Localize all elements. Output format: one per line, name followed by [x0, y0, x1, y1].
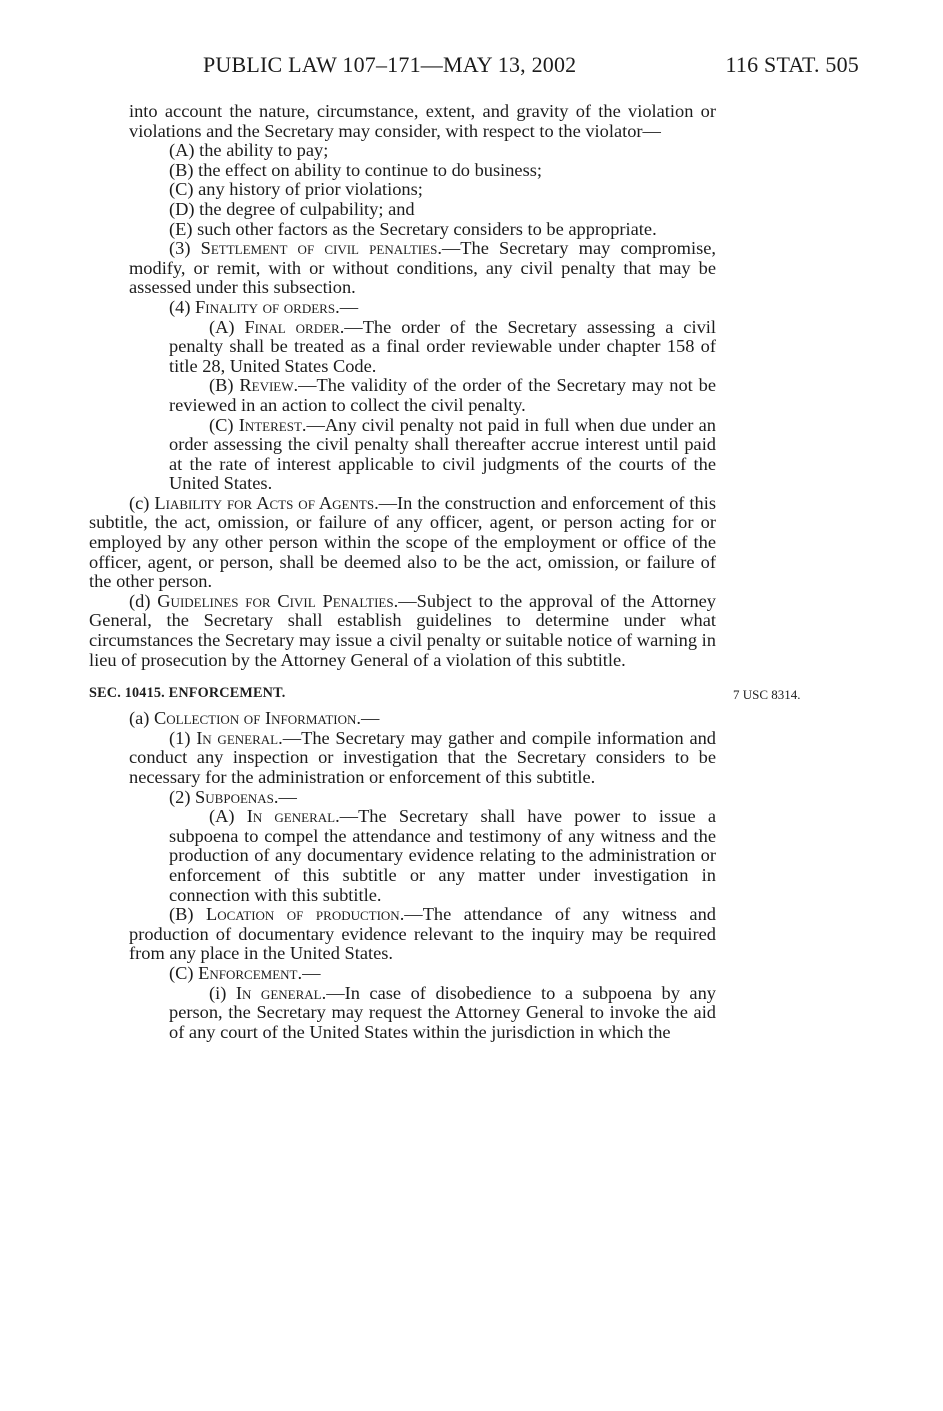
factor-b: (B) the effect on ability to continue to do business;: [169, 159, 543, 180]
paragraph-a2a-general: (A) In general.—The Secretary shall have power to issue a subpoena to compel the attendance and testimony of any witness and the production of any documentary evidence relating to the administration or enforcement of this subtitle or any matter under investigation in connection with this subtitle.: [169, 806, 716, 905]
factor-d: (D) the degree of culpability; and: [169, 198, 415, 219]
paragraph-heading: Interest: [238, 414, 302, 435]
paragraph-a2c-enforcement: (C) Enforcement.—: [169, 962, 321, 983]
paragraph-heading: Subpoenas: [195, 786, 274, 807]
subsection-heading: Liability for Acts of Agents: [154, 492, 375, 513]
paragraph-a1-general: (1) In general.—The Secretary may gather and compile information and conduct any inspection or investigation that the Secretary considers to be necessary for the administration or enforcement of this subtitle.: [129, 727, 716, 787]
paragraph-heading: Final order: [244, 316, 340, 337]
statute-page-number: 116 STAT. 505: [725, 52, 859, 77]
usc-margin-note: 7 USC 8314.: [733, 687, 801, 703]
subsection-a-collection: (a) Collection of Information.—: [129, 708, 380, 729]
paragraph-heading: In general: [196, 727, 279, 748]
subsection-heading: Guidelines for Civil Penalties: [157, 590, 394, 611]
paragraph-a2b-location: (B) Location of production.—The attendance of any witness and production of documentary evidence relevant to the inquiry may be required from any place in the United States.: [129, 904, 716, 964]
factor-c: (C) any history of prior violations;: [169, 179, 423, 200]
paragraph-heading: In general: [246, 806, 336, 827]
section-title: SEC. 10415. ENFORCEMENT.: [89, 685, 286, 702]
paragraph-4a-final-order: (A) Final order.—The order of the Secretary assessing a civil penalty shall be treated as a final order reviewable under chapter 158 of title 28, United States Code.: [169, 316, 716, 376]
section-heading-row: [89, 684, 801, 703]
running-header: [203, 52, 859, 82]
subsection-c-liability: (c) Liability for Acts of Agents.—In the construction and enforcement of this subtitle, the act, omission, or failure of any officer, agent, or person acting for or employed by any other person within the scope of the employment or office of the officer, agent, or person, shall be deemed also to be the act, omission, or failure of the other person.: [89, 492, 716, 592]
subsection-d-guidelines: (d) Guidelines for Civil Penalties.—Subject to the approval of the Attorney General, the Secretary shall establish guidelines to determine under what circumstances the Secretary may issue a civil penalty or suitable notice of warning in lieu of prosecution by the Attorney General of a violation of this subtitle.: [89, 590, 716, 670]
paragraph-heading: Review: [239, 375, 294, 396]
public-law-heading: PUBLIC LAW 107–171—MAY 13, 2002: [203, 52, 577, 77]
intro-paragraph: into account the nature, circumstance, extent, and gravity of the violation or violations and the Secretary may consider, with respect to the violator—: [129, 101, 716, 141]
paragraph-heading: Settlement of civil penalties: [200, 238, 438, 259]
paragraph-4-finality: (4) Finality of orders.—: [169, 296, 359, 317]
subsection-heading: Collection of Information: [154, 708, 357, 729]
paragraph-3-settlement: (3) Settlement of civil penalties.—The Secretary may compromise, modify, or remit, with or without conditions, any civil penalty that may be assessed under this subsection.: [129, 238, 717, 298]
factor-a: (A) the ability to pay;: [169, 140, 329, 161]
paragraph-4c-interest: (C) Interest.—Any civil penalty not paid in full when due under an order assessing the civil penalty shall thereafter accrue interest until paid at the rate of interest applicable to civil judgments of the courts of the United States.: [169, 414, 716, 494]
paragraph-heading: Finality of orders: [195, 296, 336, 317]
paragraph-heading: Location of production: [206, 904, 400, 925]
paragraph-a2-subpoenas: (2) Subpoenas.—: [169, 786, 297, 807]
body-text: [89, 101, 801, 1042]
factor-e: (E) such other factors as the Secretary considers to be appropriate.: [169, 218, 657, 239]
paragraph-heading: In general: [235, 982, 322, 1003]
clause-i-general: (i) In general.—In case of disobedience to a subpoena by any person, the Secretary may request the Attorney General to invoke the aid of any court of the United States within the jurisdiction in which the: [169, 982, 716, 1042]
paragraph-4b-review: (B) Review.—The validity of the order of the Secretary may not be reviewed in an action to collect the civil penalty.: [169, 375, 716, 415]
paragraph-heading: Enforcement: [198, 962, 298, 983]
